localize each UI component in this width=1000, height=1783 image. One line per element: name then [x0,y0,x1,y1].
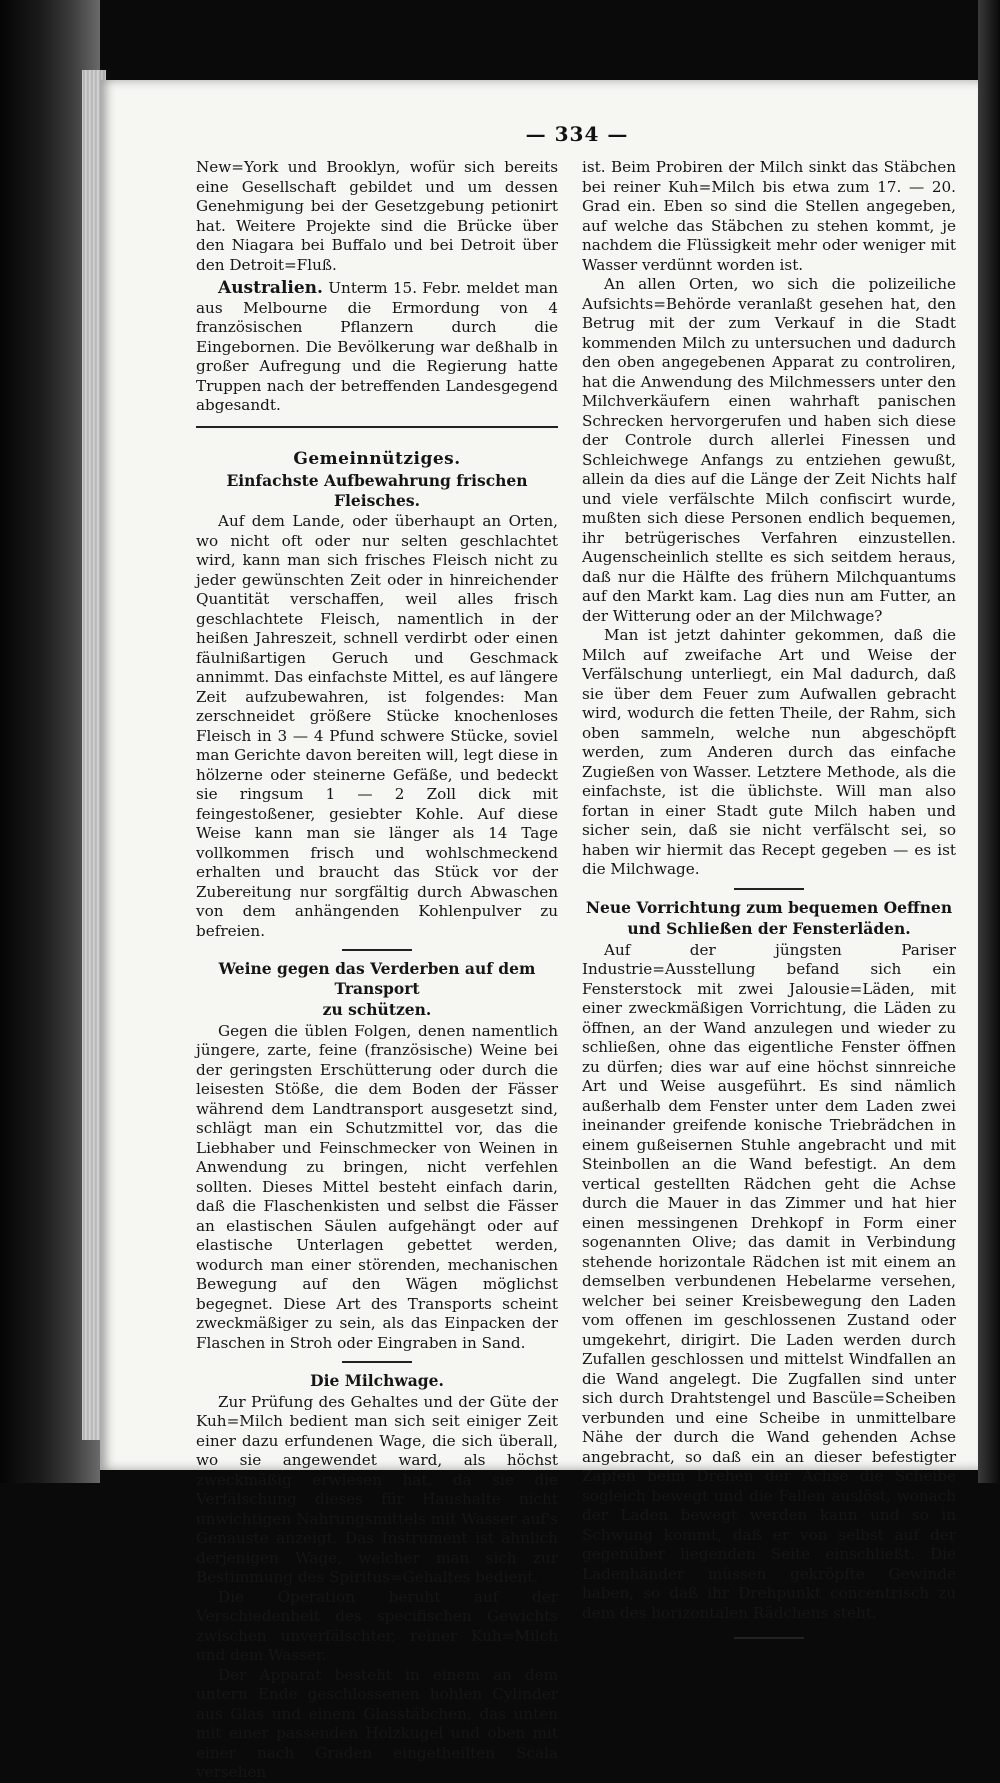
paragraph-wine: Gegen die üblen Folgen, denen namentlich jüngere, zarte, feine (französische) Weine bei der geringsten Erschütterung oder durch die leisesten Stöße, die dem Boden der Fässer während dem Landtransport ausgesetzt sind, schlägt man ein Schutzmittel vor, das die Liebhaber und Feinschmecker von Weinen in Anwendung zu bringen, nicht verfehlen sollten. Dieses Mittel besteht einfach darin, daß die Flaschenkisten und selbst die Fässer an elastischen Säulen aufgehängt oder auf elastische Unterlagen gebettet werden, wodurch man einer störenden, mechanischen Bewegung auf den Wägen möglichst begegnet. Diese Art des Transports scheint zweckmäßiger zu sein, als das Einpacken der Flaschen in Stroh oder Eingraben in Sand. [196,1021,558,1352]
paragraph-window-shutters: Auf der jüngsten Pariser Industrie=Ausstellung befand sich ein Fensterstock mit zwei Jalousie=Läden, mit einer zweckmäßigen Vorrichtung, die Läden zu öffnen, an der Wand anzulegen und wieder zu schließen, ohne das eigentliche Fenster öffnen zu dürfen; dies war auf eine höchst sinnreiche Art und Weise ausgeführt. Es sind nämlich außerhalb dem Fenster unter dem Laden zwei ineinander greifende konische Triebrädchen in einem gußeisernen Stuhle angebracht und mit Steinbollen an die Wand befestigt. An dem vertical gestellten Rädchen geht die Achse durch die Mauer in das Zimmer und hat hier einen messingenen Drehkopf in Form einer sogenannten Olive; das damit in Verbindung stehende horizontale Rädchen ist mit einem an demselben verbundenen Hebelarme versehen, welcher bei seiner Kreisbewegung den Laden vom offenen im geschlossenen Zustand oder umgekehrt, dirigirt. Die Laden werden durch Zufallen geschlossen und mittelst Windfallen an die Wand angelegt. Die Zugfallen sind unter sich durch Drahtstengel und Bascüle=Scheiben verbunden und eine Scheibe in unmittelbare Nähe der durch die Wand gehenden Achse angebracht, so daß ein an dieser befestigter Zapfen beim Drehen der Achse die Scheibe sogleich bewegt und die Fallen auslöst, wonach der Laden bewegt werden kann und so in Schwung kommt, daß er von selbst auf der gegenüber liegenden Seite einschließt. Die Ladenhänder müssen gekröpfte Gewinde haben, so daß ihr Drehpunkt concentrisch zu dem des horizontalen Rädchens steht. [582,940,956,1622]
section-title: Gemeinnütziges. [293,448,461,469]
page-number: — 334 — [525,122,629,146]
australia-text: Unterm 15. Febr. meldet man aus Melbourne die Ermordung von 4 französischen Pflanzern durch die Eingebornen. Die Bevölkerung war deßhalb in großer Aufregung und die Regierung hatte Truppen nach der betreffenden Landesgegend abgesandt. [196,279,558,414]
scan-background-right [978,0,1000,1483]
left-column [196,158,558,1783]
section-divider [196,426,558,428]
heading-window-line1: Neue Vorrichtung zum bequemen Oeffnen [585,897,953,917]
heading-wine-line1: Weine gegen das Verderben auf dem Transport [218,959,536,998]
paragraph-australia [196,279,558,416]
right-column [582,158,956,1647]
article-divider [342,1361,412,1363]
heading-wine-line2: zu schützen. [322,1000,432,1019]
heading-window-line2: und Schließen der Fensterläden. [627,919,911,938]
australia-label: Australien. [218,278,323,298]
article-divider [734,888,804,890]
paragraph-adulteration: Man ist jetzt dahinter gekommen, daß die Milch auf zweifache Art und Weise der Verfälschung unterliegt, ein Mal dadurch, daß sie über dem Feuer zum Aufwallen gebracht wird, wodurch die fetten Theile, der Rahm, sich oben sammeln, welche nun abgeschöpft werden, zum Anderen durch das einfache Zugießen von Wasser. Letztere Methode, als die einfachste, ist die üblichste. Will man also fortan in einer Stadt gute Milch haben und sicher sein, daß sie nicht verfälscht sei, so haben wir hiermit das Recept gegeben — es ist die Milchwage. [582,626,956,878]
paragraph-bridges: New=York und Brooklyn, wofür sich bereits eine Gesellschaft gebildet und um dessen Genehmigung bei der Gesetzgebung petionirt hat. Weitere Projekte sind die Brücke über den Niagara bei Buffalo und bei Detroit über den Detroit=Fluß. [196,158,558,274]
heading-meat: Einfachste Aufbewahrung frischen Fleisches. [226,471,528,510]
paragraph-milk-1: Zur Prüfung des Gehaltes und der Güte der Kuh=Milch bedient man sich seit einiger Zeit einer dazu erfundenen Wage, die sich überall, wo sie angewendet ward, als höchst zweckmäßig erwiesen hat, da sie die Verfälschung dieses für Haushalte nicht unwichtigen Nahrungsmittels mit Wasser auf's Genauste anzeigt. Das Instrument ist ähnlich derjenigen Wage, welcher man sich zur Bestimmung des Spiritus=Gehaltes bedient. [196,1392,558,1586]
paragraph-meat: Auf dem Lande, oder überhaupt an Orten, wo nicht oft oder nur selten geschlachtet wird, kann man sich frisches Fleisch nicht zu jeder gewünschten Zeit oder in hinreichender Quantität verschaffen, weil alles frisch geschlachtete Fleisch, namentlich in der heißen Jahreszeit, schnell verdirbt oder einen fäulnißartigen Geruch und Geschmack annimmt. Das einfachste Mittel, es auf längere Zeit aufzubewahren, ist folgendes: Man zerschneidet größere Stücke knochenloses Fleisch in 3 — 4 Pfund schwere Stücke, soviel man Gerichte davon bereiten will, legt diese in hölzerne oder steinerne Gefäße, und bedeckt sie ringsum 1 — 2 Zoll dick mit feingestoßener, gesiebter Kohle. Auf diese Weise kann man sie länger als 14 Tage vollkommen frisch und wohlschmeckend erhalten und braucht das Stück vor der Zubereitung nur sorgfältig durch Abwaschen von dem anhängenden Kohlenpulver zu befreien. [196,512,558,940]
end-divider [734,1637,804,1639]
heading-milk-scale: Die Milchwage. [310,1371,444,1390]
paragraph-police: An allen Orten, wo sich die polizeiliche Aufsichts=Behörde veranlaßt gesehen hat, den Betrug mit der zum Verkauf in die Stadt kommenden Milch zu untersuchen und dadurch den oben angegebenen Apparat zu controliren, hat die Anwendung des Milchmessers unter den Milchverkäufern einen wahrhaft panischen Schrecken hervorgerufen und haben sich diese der Controle durch allerlei Finessen und Schleichwege Anfangs zu entziehen gewußt, allein da dies auf die Länge der Zeit Nichts half und viele verfälschte Milch confiscirt wurde, mußten sich diese Personen endlich bequemen, ihr betrügerisches Verfahren einzustellen. Augenscheinlich stellte es sich seitdem heraus, daß nur die Hälfte des frühern Milchquantums auf den Markt kam. Lag dies nun am Futter, an der Witterung oder an der Milchwage? [582,275,956,625]
paragraph-milk-2: Die Operation beruht auf der Verschiedenheit des specifischen Gewichts zwischen unverfälschter, reiner Kuh=Milch und dem Wasser. [196,1587,558,1664]
article-divider [342,949,412,951]
paragraph-milk-3: Der Apparat besteht in einem an dem untern Ende geschlossenen hohlen Cylinder aus Glas und einem Glasstäbchen, das unten mit einer passenden Holzkugel und oben mit einer nach Graden eingetheilten Scala versehen [196,1665,558,1781]
paragraph-milk-continued: ist. Beim Probiren der Milch sinkt das Stäbchen bei reiner Kuh=Milch bis etwa zum 17. — 20. Grad ein. Eben so sind die Stellen angegeben, auf welche das Stäbchen zu stehen kommt, je nachdem die Flüssigkeit mehr oder weniger mit Wasser verdünnt worden ist. [582,158,956,274]
